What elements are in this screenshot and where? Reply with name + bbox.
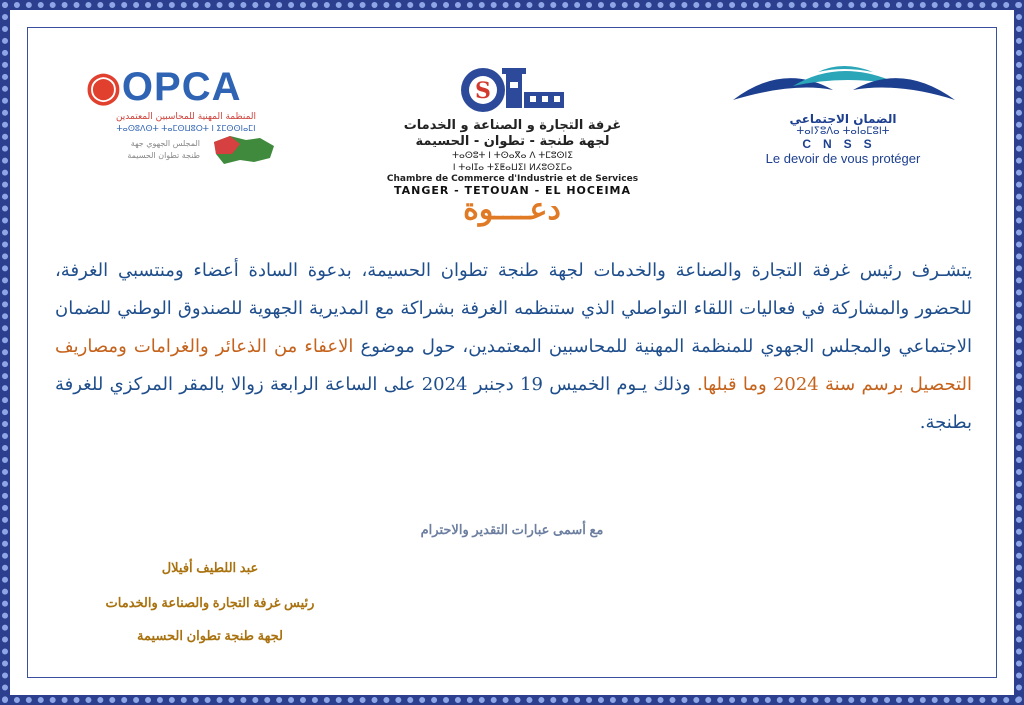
- signature-role-line2: لجهة طنجة تطوان الحسيمة: [137, 628, 283, 643]
- cci-name-fr: Chambre de Commerce d'Industrie et de Services: [386, 174, 639, 184]
- signature-name: عبد اللطيف أفيلال: [161, 560, 259, 575]
- body-highlight: الاعفاء من الذعائر والغرامات ومصاريف التحصيل برسم سنة 2024 وما قبلها.: [55, 336, 972, 395]
- body-text-part1: يتشـرف رئيس غرفة التجارة والصناعة والخدمات لجهة طنجة تطوان الحسيمة، بدعوة السادة أعضاء ومنتسبي الغرفة، للحضور والمشاركة في فعاليات اللقاء التواصلي الذي ستنظمه الغرفة بشراكة مع المديرية الجهوية للصندوق الوطني للضمان الاجتماعي والمجلس الجهوي للمنظمة المهنية للمحاسبين المعتمدين، حول موضوع: [55, 260, 972, 357]
- cci-cities: TANGER - TETOUAN - EL HOCEIMA: [393, 184, 632, 197]
- cci-tifinagh-line1: ⵜⴰⵙⵓⵜ ⵏ ⵜⵙⴰⴳⴰ ⴷ ⵜⵎⵓⵙⵏⵉ: [452, 151, 573, 161]
- cnss-logo: [718, 60, 968, 172]
- cci-name-ar-line2: لجهة طنجة - تطوان - الحسيمة: [415, 134, 610, 149]
- cnss-name-tifinagh: ⵜⴰⵏⵢⵓⴷⴰ ⵜⴰⵏⴰⵎⵓⵏⵜ: [796, 126, 890, 137]
- opca-council-line2: طنجة تطوان الحسيمة: [127, 151, 200, 160]
- opca-logo: [80, 60, 290, 170]
- cnss-code: CNSS: [802, 137, 884, 151]
- cci-tifinagh-line2: ⵏ ⵜⴰⵏⵊⴰ ⵜⵉⵟⴰⵡⵉⵏ ⵍⵃⵓⵙⵉⵎⴰ: [452, 163, 573, 173]
- opca-council-line1: المجلس الجهوي جهة: [130, 139, 200, 148]
- page-title: دعــــوة: [463, 192, 561, 227]
- region-map-icon: [210, 132, 280, 168]
- cnss-slogan: Le devoir de vous protéger: [765, 151, 921, 166]
- closing-line: مع أسمى عبارات التقدير والاحترام: [420, 522, 604, 537]
- signature-role-line1: رئيس غرفة التجارة والصناعة والخدمات: [105, 595, 315, 610]
- invitation-body: [55, 252, 972, 442]
- opca-council-text: [80, 138, 200, 162]
- cci-logo: [345, 62, 680, 197]
- opca-wordmark: ◉OPCA: [86, 65, 242, 109]
- opca-subtitle-tifinagh: ⵜⴰⵙⵓⴷⵙⵜ ⵜⴰⵎⵙⵡⵓⵔⵜ ⵏ ⵉⵎⵙⵙⵏⴰⵎⵏ: [116, 124, 256, 133]
- cnss-umbrella-icon: [723, 60, 963, 106]
- cci-name-ar-line1: غرفة التجارة و الصناعة و الخدمات: [403, 118, 622, 133]
- opca-subtitle-ar: المنظمة المهنية للمحاسبين المعتمدين: [115, 112, 257, 122]
- svg-text:S: S: [474, 78, 491, 104]
- cnss-name-ar: الضمان الاجتماعي: [789, 112, 897, 126]
- cci-emblem-icon: [438, 62, 588, 114]
- body-text-part2: وذلك يـوم الخميس 19 دجنبر 2024 على الساعة الرابعة زوالا بالمقر المركزي للغرفة بطنجة.: [55, 374, 972, 433]
